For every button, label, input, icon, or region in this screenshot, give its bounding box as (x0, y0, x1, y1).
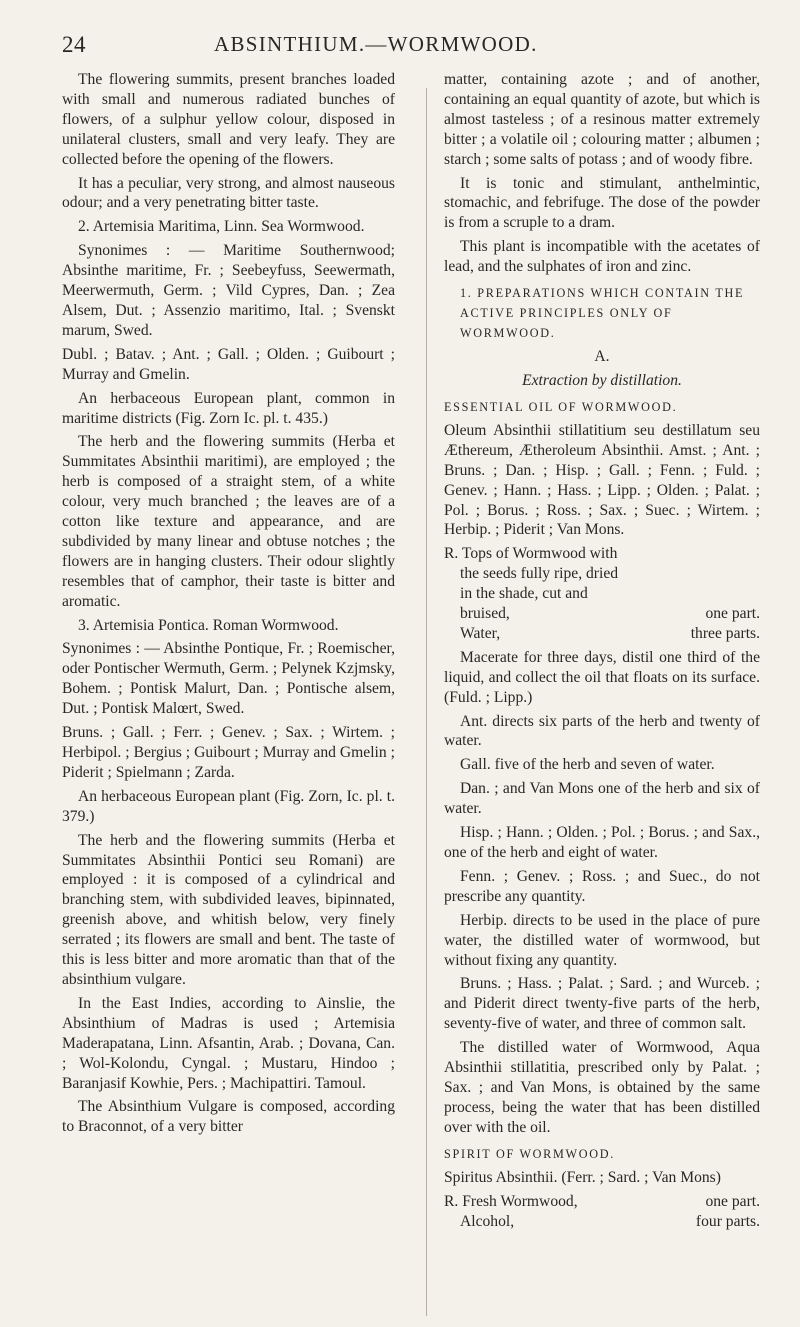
column-rule (426, 88, 427, 1316)
recipe-ingredient: bruised, (460, 605, 510, 623)
paragraph: Fenn. ; Genev. ; Ross. ; and Suec., do not prescribe any quantity. (444, 867, 760, 905)
subsection-title: Extraction by distillation. (522, 371, 682, 389)
paragraph: Macerate for three days, distil one third of the liquid, and collect the oil that floats on its surface. (Fuld. ; Lipp.) (444, 648, 760, 706)
paragraph: This plant is incompatible with the acetates of lead, and the sulphates of iron and zinc. (444, 238, 760, 276)
paragraph: Gall. five of the herb and seven of water. (460, 756, 715, 774)
subsection-letter: A. (594, 348, 610, 366)
left-column (62, 70, 395, 1141)
right-column (444, 70, 760, 1235)
recipe-ingredient: R. Fresh Wormwood, (444, 1192, 578, 1210)
paragraph: The Absinthium Vulgare is composed, according to Braconnot, of a very bitter (62, 1098, 395, 1136)
paragraph: Dan. ; and Van Mons one of the herb and six of water. (444, 780, 760, 818)
running-head: ABSINTHIUM.—WORMWOOD. (214, 32, 538, 56)
recipe-quantity: one part. (705, 605, 760, 623)
recipe-quantity: one part. (705, 1192, 760, 1210)
paragraph: An herbaceous European plant (Fig. Zorn, Ic. pl. t. 379.) (62, 787, 395, 825)
synonyms-paragraph: Synonimes : — Maritime Southernwood; Absinthe maritime, Fr. ; Seebeyfuss, Seewermath, Meerwermuth, Germ. ; Vild Cypres, Dan. ; Zea Alsem, Dut. ; Assenzio maritimo, Ital. ; Svenskt marum, Swed. (62, 242, 395, 339)
paragraph: Bruns. ; Hass. ; Palat. ; Sard. ; and Wurceb. ; and Piderit direct twenty-five parts of the herb, seventy-five of water, and three of common salt. (444, 975, 760, 1033)
recipe-line (444, 564, 760, 584)
recipe-quantity: four parts. (695, 1212, 760, 1230)
recipe-line (444, 624, 760, 644)
recipe-quantity: three parts. (690, 624, 760, 642)
paragraph: In the East Indies, according to Ainslie, the Absinthium of Madras is used ; Artemisia Maderapatana, Linn. Afsantin, Arab. ; Dovana, Can. ; Wol-Kolondu, Cyngal. ; Mustaru, Hindoo ; Baranjasif Kowhie, Pers. ; Machipattiri. Tamoul. (62, 994, 395, 1092)
paragraph: Herbip. directs to be used in the place of pure water, the distilled water of wormwood, but without fixing any quantity. (444, 911, 760, 969)
section-heading: 1. PREPARATIONS WHICH CONTAIN THE ACTIVE PRINCIPLES ONLY OF WORMWOOD. (460, 286, 745, 341)
paragraph: The distilled water of Wormwood, Aqua Absinthii stillatitia, prescribed only by Palat. ; Sax. ; and Van Mons, is obtained by the same process, being the water that has been distilled over with the oil. (444, 1039, 760, 1136)
recipe-line (444, 604, 760, 624)
paragraph: It is tonic and stimulant, anthelmintic, stomachic, and febrifuge. The dose of the powder is from a scruple to a dram. (444, 174, 760, 232)
authorities-paragraph: Bruns. ; Gall. ; Ferr. ; Genev. ; Sax. ; Wirtem. ; Herbipol. ; Bergius ; Guibourt ; Murray and Gmelin ; Piderit ; Spielmann ; Zarda. (62, 724, 395, 781)
paragraph: An herbaceous European plant, common in maritime districts (Fig. Zorn Ic. pl. t. 435.) (62, 389, 395, 427)
recipe-line (444, 1212, 760, 1232)
recipe-ingredient: Alcohol, (460, 1212, 515, 1230)
paragraph: matter, containing azote ; and of another, containing an equal quantity of azote, but which is almost tasteless ; of a resinous matter extremely bitter ; a volatile oil ; colouring matter ; albumen ; starch ; some salts of potass ; and of woody fibre. (444, 71, 760, 168)
recipe (444, 544, 760, 644)
preparation-heading: SPIRIT OF WORMWOOD. (444, 1146, 616, 1161)
preparation-heading: ESSENTIAL OIL OF WORMWOOD. (444, 399, 678, 414)
authorities-paragraph: Dubl. ; Batav. ; Ant. ; Gall. ; Olden. ; Guibourt ; Murray and Gmelin. (62, 345, 395, 383)
recipe-line (444, 1192, 760, 1212)
page-number: 24 (62, 32, 86, 57)
paragraph: The flowering summits, present branches loaded with small and numerous radiated bunches of flowers, of a sulphur yellow colour, disposed in unilateral clusters, small and very leafy. They are collected before the opening of the flowers. (62, 71, 395, 168)
recipe-ingredient: in the shade, cut and (460, 585, 588, 603)
synonyms-paragraph: Synonimes : — Absinthe Pontique, Fr. ; Roemischer, oder Pontischer Wermuth, Germ. ; Pelynek Kzjmsky, Bohem. ; Pontisk Malurt, Dan. ; Pontische alsem, Dut. ; Pontisk Malœrt, Swed. (62, 640, 395, 718)
section-heading: 3. Artemisia Pontica. Roman Wormwood. (78, 616, 339, 634)
paragraph: Spiritus Absinthii. (Ferr. ; Sard. ; Van Mons) (444, 1168, 721, 1186)
section-heading: 2. Artemisia Maritima, Linn. Sea Wormwood. (78, 218, 365, 236)
recipe-ingredient: the seeds fully ripe, dried (460, 565, 619, 583)
paragraph: It has a peculiar, very strong, and almost nauseous odour; and a very penetrating bitter taste. (62, 174, 395, 212)
paragraph: Hisp. ; Hann. ; Olden. ; Pol. ; Borus. ; and Sax., one of the herb and eight of water. (444, 824, 760, 861)
paragraph: Ant. directs six parts of the herb and twenty of water. (444, 712, 760, 750)
recipe-line (444, 544, 760, 564)
recipe (444, 1192, 760, 1232)
recipe-ingredient: R. Tops of Wormwood with (444, 545, 618, 563)
paragraph: The herb and the flowering summits (Herba et Summitates Absinthii Pontici seu Romani) are employed : it is composed of a cylindrical and branching stem, with subdivided leaves, bipinnated, greenish above, and whitish below, very finely serrated ; its flowers are small and bent. The taste of this is less bitter and more aromatic than that of the absinthium vulgare. (62, 831, 395, 988)
paragraph: The herb and the flowering summits (Herba et Summitates Absinthii maritimi), are employed ; the herb is composed of a straight stem, of a white colour, very much branched ; the leaves are of a cotton like texture and appearance, and are subdivided by many linear and obtuse notches ; the flowers are in hanging clusters. Their odour slightly resembles that of camphor, their taste is bitter and aromatic. (62, 433, 395, 610)
paragraph: Oleum Absinthii stillatitium seu destillatum seu Æthereum, Ætheroleum Absinthii. Amst. ; Ant. ; Bruns. ; Dan. ; Hisp. ; Gall. ; Fenn. ; Fuld. ; Genev. ; Hann. ; Hass. ; Lipp. ; Olden. ; Palat. ; Pol. ; Borus. ; Ross. ; Sax. ; Suec. ; Wirtem. ; Herbip. ; Piderit ; Van Mons. (444, 421, 760, 539)
recipe-line (444, 584, 760, 604)
recipe-ingredient: Water, (460, 624, 501, 642)
page-header (62, 32, 757, 58)
